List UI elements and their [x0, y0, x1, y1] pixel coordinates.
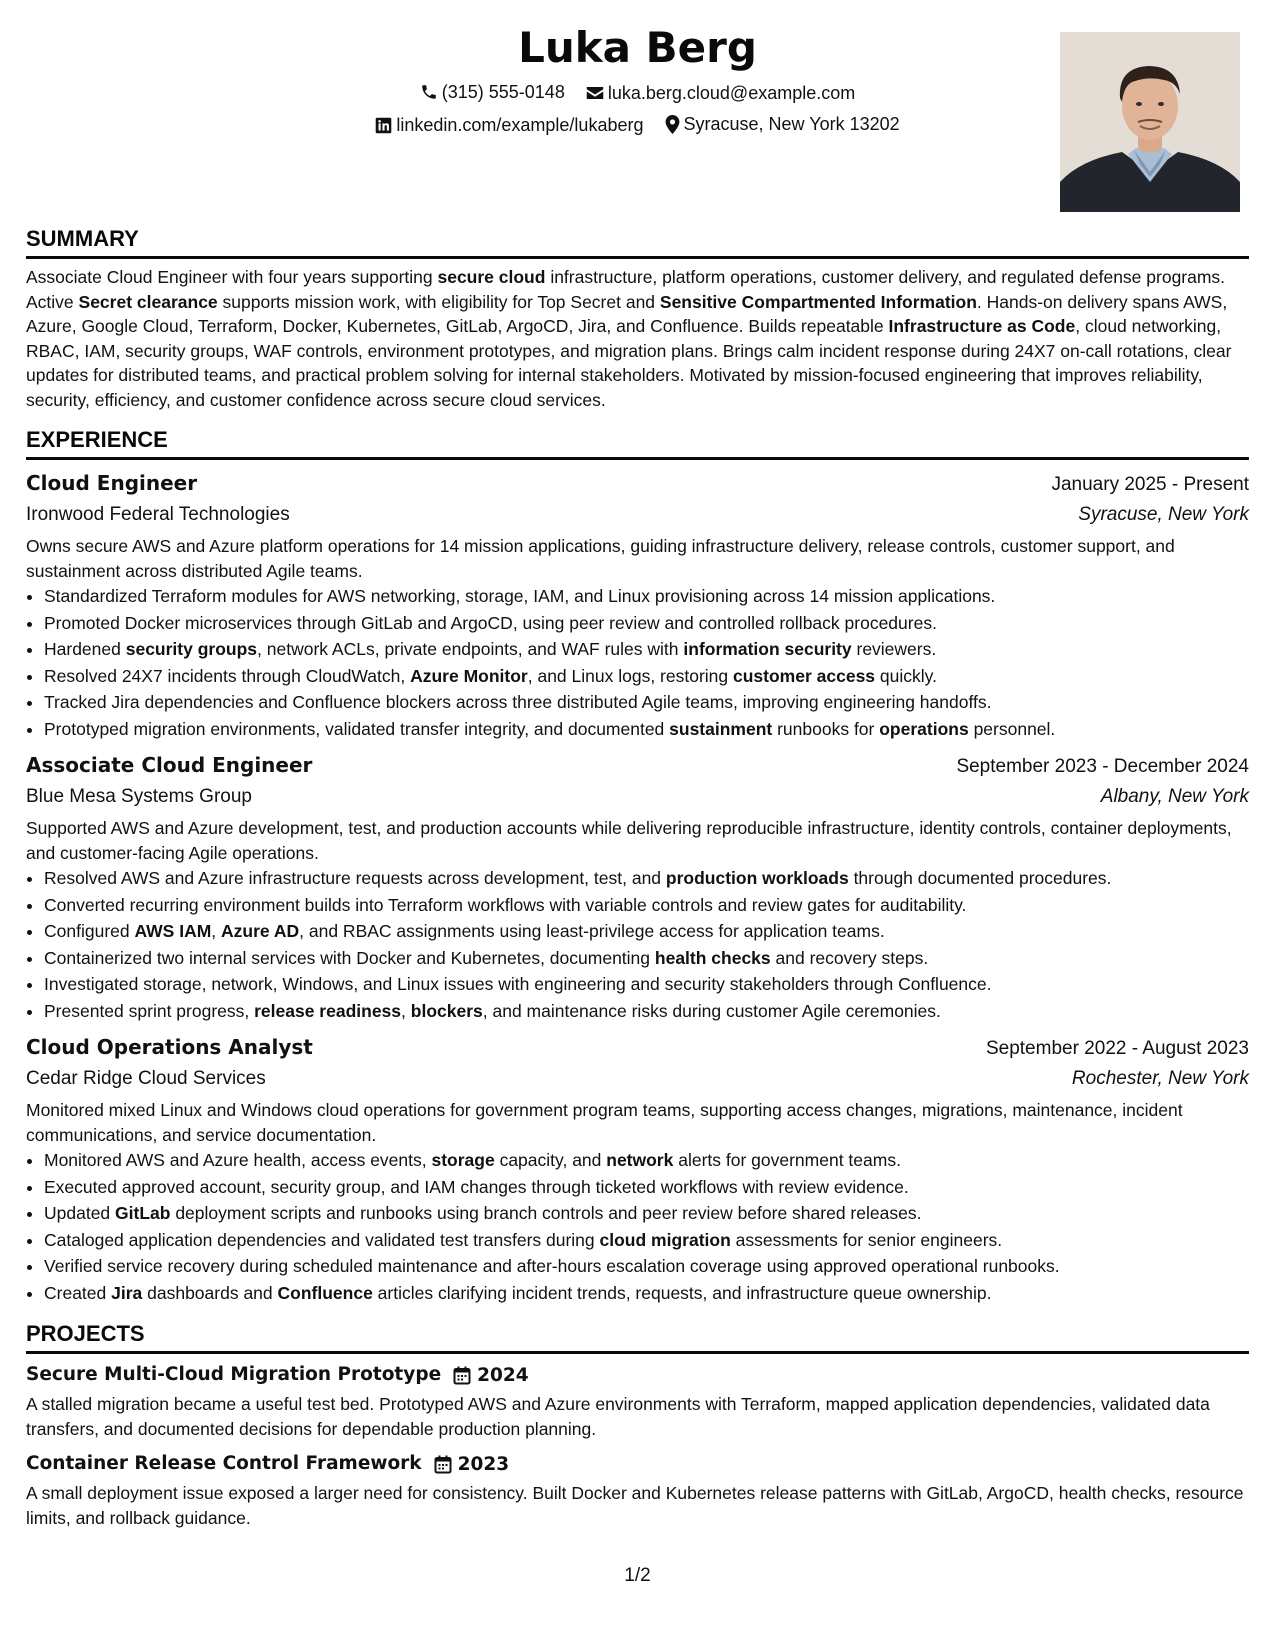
bullet-text: Executed approved account, security group, and IAM changes through ticketed workflows with review evidence.: [44, 1176, 909, 1197]
job-location: Rochester, New York: [1071, 1068, 1249, 1089]
summary-part: , cloud networking, RBAC, IAM, security groups, WAF controls, environment prototypes, and migration plans. Brings calm incident response during 24X7 on-call rotations, clear updates for distributed teams, and practical problem solving for internal stakeholders. Motivated by mission-focused engineering that improves reliability, security, efficiency, and customer confidence across secure cloud services.: [26, 316, 1232, 410]
job-title: Cloud Operations Analyst: [26, 1035, 313, 1059]
job-company-row: [26, 1064, 1249, 1094]
bullet-bold: GitLab: [115, 1203, 171, 1223]
bullet-bold: Azure Monitor: [410, 665, 528, 686]
bullet-item: [44, 918, 1249, 945]
candidate-name: Luka Berg: [518, 23, 757, 72]
job-location: Albany, New York: [1100, 786, 1249, 807]
bullet-bold: production workloads: [665, 868, 849, 888]
job-header-row: [26, 468, 1249, 500]
job-dates: September 2022 - August 2023: [985, 1038, 1249, 1059]
bullet-item: [44, 998, 1249, 1025]
resume-header: [26, 0, 1249, 225]
bullet-text: assessments for senior engineers.: [730, 1229, 1003, 1250]
bullet-item: [44, 1227, 1249, 1254]
bullet-text: Converted recurring environment builds into Terraform workflows with variable controls and review gates for auditability.: [44, 894, 967, 915]
bullet-bold: health checks: [654, 947, 771, 968]
location-contact: [665, 112, 900, 136]
summary-bold: Infrastructure as Code: [888, 316, 1076, 336]
job-company: Blue Mesa Systems Group: [26, 786, 252, 807]
bullet-text: deployment scripts and runbooks using branch controls and peer review before shared releases.: [170, 1203, 922, 1223]
projects-heading: PROJECTS: [26, 1320, 1249, 1354]
bullet-text: Monitored AWS and Azure health, access events,: [44, 1150, 432, 1170]
bullet-bold: information security: [683, 639, 852, 659]
projects-section: [26, 1320, 1249, 1530]
bullet-bold: security groups: [125, 639, 258, 659]
job-location: Syracuse, New York: [1078, 504, 1249, 525]
bullet-text: Standardized Terraform modules for AWS networking, storage, IAM, and Linux provisioning across 14 mission applications.: [44, 586, 996, 606]
bullet-item: [44, 716, 1249, 743]
job-entry: [26, 1032, 1249, 1306]
email-contact[interactable]: [586, 81, 855, 105]
page-number: 1/2: [624, 1565, 651, 1586]
bullet-text: Presented sprint progress,: [44, 1000, 255, 1021]
bullet-bold: storage: [431, 1150, 495, 1170]
project-description: A stalled migration became a useful test bed. Prototyped AWS and Azure environments with Terraform, mapped application dependencies, validated data transfers, and documented decisions for dependable production planning.: [26, 1394, 1210, 1439]
bullet-text: reviewers.: [851, 639, 937, 659]
project-title-row: [26, 1360, 1249, 1390]
summary-bold: Sensitive Compartmented Information: [659, 291, 977, 312]
bullet-text: alerts for government teams.: [673, 1150, 901, 1170]
job-bullets: [26, 583, 1249, 742]
job-description: Owns secure AWS and Azure platform operations for 14 mission applications, guiding infrastructure delivery, release controls, customer support, and sustainment across distributed Agile teams.: [26, 536, 1175, 581]
location-text: Syracuse, New York 13202: [683, 114, 900, 134]
bullet-bold: network: [606, 1150, 674, 1170]
bullet-text: Verified service recovery during scheduled maintenance and after-hours escalation coverage using approved operational runbooks.: [44, 1256, 1060, 1276]
bullet-text: runbooks for: [772, 718, 880, 739]
project-title: Secure Multi-Cloud Migration Prototype: [26, 1364, 442, 1385]
phone-contact: [420, 80, 565, 104]
bullet-text: personnel.: [968, 718, 1056, 739]
job-company: Cedar Ridge Cloud Services: [26, 1068, 266, 1089]
bullet-bold: blockers: [410, 1000, 483, 1021]
bullet-text: Prototyped migration environments, validated transfer integrity, and documented: [44, 718, 670, 739]
job-dates: January 2025 - Present: [1051, 474, 1249, 495]
job-header-row: [26, 1032, 1249, 1064]
bullet-text: Resolved AWS and Azure infrastructure requests across development, test, and: [44, 868, 666, 888]
bullet-item: [44, 892, 1249, 919]
phone-icon: [420, 83, 438, 101]
bullet-text: , and RBAC assignments using least-privilege access for application teams.: [299, 921, 885, 941]
resume-page: [26, 0, 1249, 1530]
job-header-row: [26, 750, 1249, 782]
bullet-text: Updated: [44, 1203, 116, 1223]
profile-photo: [1060, 32, 1240, 212]
project-title: Container Release Control Framework: [26, 1453, 422, 1474]
bullet-bold: release readiness: [254, 1000, 402, 1021]
bullet-item: [44, 1147, 1249, 1174]
summary-section: [26, 225, 1249, 412]
job-entry: [26, 750, 1249, 1024]
bullet-item: [44, 945, 1249, 972]
job-entry: [26, 468, 1249, 742]
job-company-row: [26, 500, 1249, 530]
email-address[interactable]: luka.berg.cloud@example.com: [607, 83, 856, 103]
job-dates: September 2023 - December 2024: [956, 756, 1249, 777]
phone-number: (315) 555-0148: [441, 82, 565, 102]
experience-section: [26, 426, 1249, 1306]
project-year: 2023: [457, 1453, 510, 1475]
bullet-text: through documented procedures.: [848, 868, 1112, 888]
bullet-bold: Azure AD: [221, 921, 300, 941]
bullet-bold: Confluence: [277, 1282, 373, 1303]
bullet-text: ,: [401, 1000, 411, 1021]
summary-text: [26, 265, 1249, 412]
bullet-item: [44, 610, 1249, 637]
bullet-text: , and Linux logs, restoring: [527, 665, 733, 686]
bullet-text: Promoted Docker microservices through GitLab and ArgoCD, using peer review and controlled rollback procedures.: [44, 612, 937, 633]
bullet-text: Containerized two internal services with Docker and Kubernetes, documenting: [44, 947, 655, 968]
bullet-text: Hardened: [44, 639, 126, 659]
bullet-item: [44, 865, 1249, 892]
bullet-text: , network ACLs, private endpoints, and WAF rules with: [257, 639, 684, 659]
bullet-item: [44, 1200, 1249, 1227]
bullet-text: Created: [44, 1282, 112, 1303]
bullet-text: Cataloged application dependencies and validated test transfers during: [44, 1229, 600, 1250]
summary-part: supports mission work, with eligibility for Top Secret and: [217, 291, 660, 312]
bullet-item: [44, 636, 1249, 663]
summary-part: infrastructure, platform operations, customer delivery, and regulated defense programs. Active: [26, 267, 1226, 312]
job-description: Supported AWS and Azure development, test, and production accounts while delivering reproducible infrastructure, identity controls, container deployments, and customer-facing Agile operations.: [26, 818, 1232, 863]
summary-bold: secure cloud: [437, 267, 546, 287]
linkedin-contact[interactable]: [375, 113, 643, 137]
job-title: Cloud Engineer: [26, 471, 198, 495]
job-bullets: [26, 1147, 1249, 1306]
bullet-bold: AWS IAM: [134, 921, 212, 941]
envelope-icon: [586, 85, 604, 101]
calendar-icon: [434, 1455, 452, 1474]
bullet-bold: customer access: [733, 665, 876, 686]
project-description: A small deployment issue exposed a larger need for consistency. Built Docker and Kubernetes release patterns with GitLab, ArgoCD, health checks, resource limits, and rollback guidance.: [26, 1483, 1244, 1528]
bullet-item: [44, 689, 1249, 716]
bullet-item: [44, 663, 1249, 690]
bullet-text: and recovery steps.: [770, 947, 929, 968]
bullet-bold: Jira: [111, 1282, 143, 1303]
bullet-bold: cloud migration: [599, 1229, 731, 1250]
project-entry: [26, 1449, 1249, 1530]
bullet-text: ,: [211, 921, 222, 941]
experience-heading: EXPERIENCE: [26, 426, 1249, 460]
bullet-text: Tracked Jira dependencies and Confluence blockers across three distributed Agile teams, improving engineering handoffs.: [44, 692, 992, 712]
bullet-text: Investigated storage, network, Windows, and Linux issues with engineering and security stakeholders through Confluence.: [44, 974, 992, 994]
job-company: Ironwood Federal Technologies: [26, 504, 290, 525]
bullet-text: , and maintenance risks during customer Agile ceremonies.: [482, 1000, 941, 1021]
linkedin-url[interactable]: linkedin.com/example/lukaberg: [396, 115, 644, 135]
project-title-row: [26, 1449, 1249, 1479]
bullet-text: Configured: [44, 921, 135, 941]
bullet-item: [44, 1280, 1249, 1307]
job-company-row: [26, 782, 1249, 812]
calendar-icon: [453, 1366, 471, 1385]
project-entry: [26, 1360, 1249, 1441]
project-year: 2024: [477, 1364, 529, 1386]
job-title: Associate Cloud Engineer: [26, 753, 313, 777]
summary-heading: SUMMARY: [26, 225, 1249, 259]
bullet-item: [44, 583, 1249, 610]
linkedin-icon: [375, 117, 392, 134]
bullet-text: Resolved 24X7 incidents through CloudWatch,: [44, 665, 411, 686]
summary-part: Associate Cloud Engineer with four years supporting: [26, 267, 438, 287]
bullet-text: capacity, and: [494, 1150, 607, 1170]
summary-bold: Secret clearance: [78, 291, 218, 312]
map-pin-icon: [665, 115, 680, 134]
job-bullets: [26, 865, 1249, 1024]
bullet-bold: sustainment: [669, 718, 773, 739]
bullet-item: [44, 971, 1249, 998]
summary-part: . Hands-on delivery spans AWS, Azure, Google Cloud, Terraform, Docker, Kubernetes, GitLab, ArgoCD, Jira, and Confluence. Builds repeatable: [26, 291, 1228, 336]
bullet-text: articles clarifying incident trends, requests, and infrastructure queue ownership.: [372, 1282, 992, 1303]
bullet-text: quickly.: [875, 665, 937, 686]
bullet-item: [44, 1253, 1249, 1280]
bullet-text: dashboards and: [142, 1282, 278, 1303]
bullet-item: [44, 1174, 1249, 1201]
job-description: Monitored mixed Linux and Windows cloud operations for government program teams, supporting access changes, migrations, maintenance, incident communications, and service documentation.: [26, 1100, 1183, 1145]
bullet-bold: operations: [879, 718, 969, 739]
avatar: [1060, 32, 1240, 212]
